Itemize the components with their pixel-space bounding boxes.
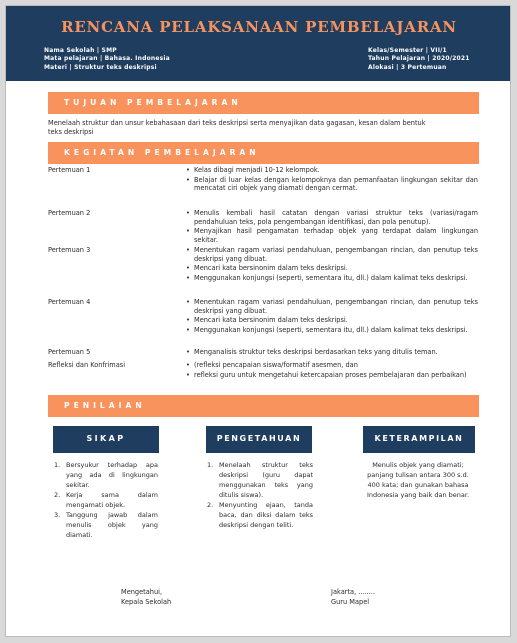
pengetahuan-list — [207, 460, 313, 530]
keterampilan-text: Menulis objek yang diamati; panjang tulisan antara 300 s.d. 400 kata; dan gunakan bahasa Indonesia yang baik dan benar. — [366, 461, 470, 500]
lesson-plan-page — [5, 5, 511, 637]
subject: Mata pelajaran | Bahasa. Indonesia — [44, 55, 170, 63]
class-info — [368, 47, 470, 72]
list-item: • (refleksi pencapaian siswa/formatif asesmen, dan — [186, 361, 478, 370]
row-label: Pertemuan 1 — [48, 166, 91, 174]
tujuan-text: Menelaah struktur dan unsur kebahasaan dari teks deskripsi serta menyajikan data gagasan, kesan dalam bentuk teks deskripsi — [48, 119, 426, 136]
sikap-heading: SIKAP — [53, 426, 159, 453]
signature-principal — [121, 588, 171, 608]
row-activities — [186, 246, 478, 283]
row-label: Refleksi dan Konfrimasi — [48, 361, 126, 369]
list-item: 1. Menelaah struktur teks deskripsi (guru dapat menggunakan teks yang ditulis siswa). — [207, 461, 313, 500]
list-item: • Menentukan ragam variasi pendahuluan, pengembangan rincian, dan penutup teks deskripsi yang dibuat. — [186, 298, 478, 315]
row-label: Pertemuan 5 — [48, 348, 91, 356]
list-item: • Menulis kembali hasil catatan dengan variasi struktur teks (variasi/ragam pendahuluan teks, pola pengembangan identifikasi, dan pola penutup). — [186, 209, 478, 226]
row-label: Pertemuan 3 — [48, 246, 91, 254]
row-activities — [186, 298, 478, 335]
row-label: Pertemuan 2 — [48, 209, 91, 217]
school-name: Nama Sekolah | SMP — [44, 47, 117, 54]
row-activities — [186, 166, 478, 194]
signature-role: Guru Mapel — [331, 597, 370, 606]
pengetahuan-heading: PENGETAHUAN — [206, 426, 312, 453]
material: Materi | Struktur teks deskripsi — [44, 63, 157, 71]
list-item: • Menganalisis struktur teks deskripsi berdasarkan teks yang ditulis teman. — [186, 348, 478, 357]
sikap-list — [54, 460, 158, 541]
list-item: • Menggunakan konjungsi (seperti, sementara itu, dll.) dalam kalimat teks deskripsi. — [186, 274, 478, 283]
keterampilan-heading: KETERAMPILAN — [363, 426, 475, 453]
signature-label: Mengetahui, — [121, 588, 163, 596]
list-item: • Belajar di luar kelas dengan kelompoknya dan pemanfaatan lingkungan sekitar dan mencatat ciri objek yang diamati dengan cermat. — [186, 176, 478, 193]
list-item: • Menggunakan konjungsi (seperti, sementara itu, dll.) dalam kalimat teks deskripsi. — [186, 326, 478, 335]
list-item: • Menyajikan hasil pengamatan terhadap objek yang terdapat dalam lingkungan sekitar. — [186, 227, 478, 244]
signature-teacher — [331, 588, 375, 608]
list-item: • Mencari kata bersinonim dalam teks deskripsi. — [186, 316, 478, 325]
section-heading-penilaian: PENILAIAN — [48, 395, 479, 417]
row-activities — [186, 348, 478, 358]
list-item: • refleksi guru untuk mengetahui ketercapaian proses pembelajaran dan perbaikan) — [186, 371, 478, 380]
list-item: • Mencari kata bersinonim dalam teks deskripsi. — [186, 264, 478, 273]
school-info — [44, 47, 170, 72]
section-heading-tujuan: TUJUAN PEMBELAJARAN — [48, 92, 479, 114]
academic-year: Tahun Pelajaran | 2020/2021 — [368, 55, 470, 63]
class-semester: Kelas/Semester | VII/1 — [368, 47, 447, 54]
signature-place-date: Jakarta, ........ — [331, 588, 376, 596]
row-label: Pertemuan 4 — [48, 298, 91, 306]
list-item: 1. Bersyukur terhadap apa yang ada di lingkungan sekitar. — [54, 461, 158, 490]
list-item: • Menentukan ragam variasi pendahuluan, pengembangan rincian, dan penutup teks deskripsi yang dibuat. — [186, 246, 478, 263]
signature-role: Kepala Sekolah — [121, 597, 172, 606]
section-heading-kegiatan: KEGIATAN PEMBELAJARAN — [48, 142, 479, 164]
list-item: 2. Menyunting ejaan, tanda baca, dan diksi dalam teks deskripsi dengan teliti. — [207, 501, 313, 530]
row-activities — [186, 361, 478, 380]
document-title: RENCANA PELAKSANAAN PEMBELAJARAN — [61, 18, 457, 36]
header-banner — [6, 6, 511, 81]
list-item: 2. Kerja sama dalam mengamati objek. — [54, 491, 158, 510]
list-item: 3. Tanggung jawab dalam menulis objek yang diamati. — [54, 511, 158, 540]
list-item: • Kelas dibagi menjadi 10-12 kelompok. — [186, 166, 478, 175]
time-allocation: Alokasi | 3 Pertemuan — [368, 63, 447, 71]
row-activities — [186, 209, 478, 245]
